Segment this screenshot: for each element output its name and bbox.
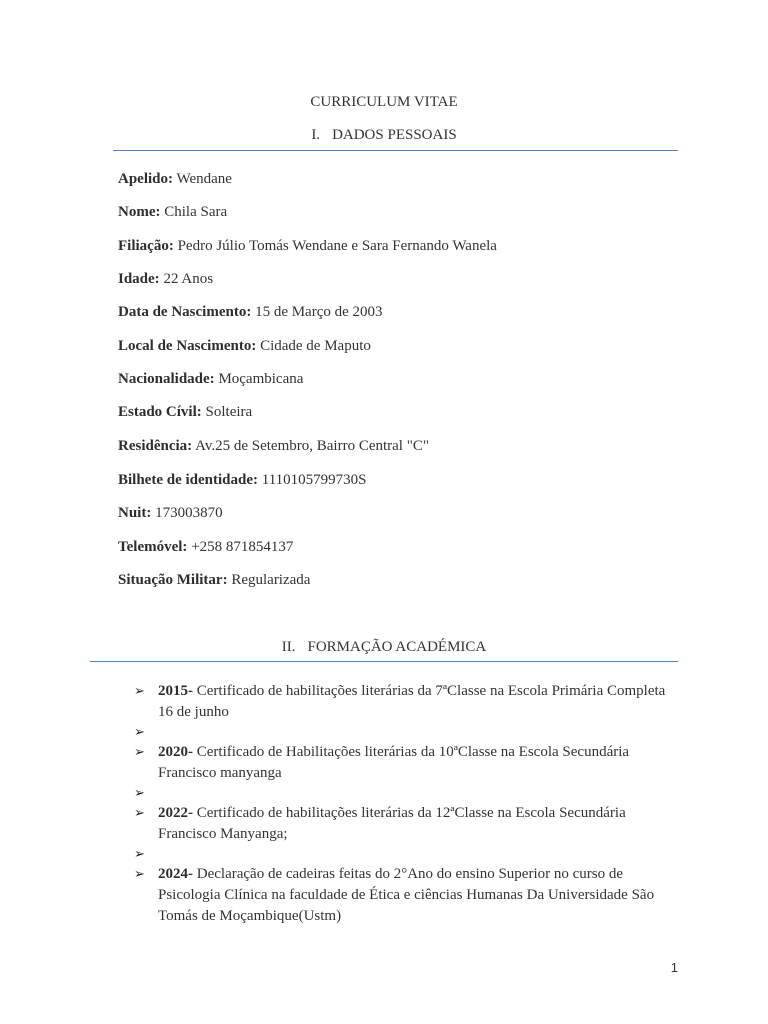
field-value: Av.25 de Setembro, Bairro Central "C" <box>195 438 429 454</box>
field-label: Apelido: <box>118 171 174 187</box>
field-value: Moçambicana <box>218 371 304 387</box>
item-text: Certificado de habilitações literárias da 7ªClasse na Escola Primária Completa 16 de junho <box>158 683 666 720</box>
field-value: 15 de Março de 2003 <box>255 304 383 320</box>
arrow-bullet-icon: ➢ <box>134 725 145 740</box>
field-label: Idade: <box>118 271 160 287</box>
item-year: 2022- <box>158 805 193 821</box>
field-label: Local de Nascimento: <box>118 338 257 354</box>
field-filiacao <box>118 236 497 256</box>
field-idade <box>118 269 213 289</box>
section-title: FORMAÇÃO ACADÉMICA <box>307 639 487 655</box>
field-value: +258 871854137 <box>191 539 294 555</box>
section-title: DADOS PESSOAIS <box>332 127 457 143</box>
arrow-bullet-icon: ➢ <box>134 684 145 699</box>
section-heading-dados-pessoais <box>0 125 768 145</box>
item-year: 2015- <box>158 683 193 699</box>
field-value: Wendane <box>176 171 232 187</box>
section-number: I. <box>311 127 321 143</box>
field-label: Nacionalidade: <box>118 371 215 387</box>
field-label: Nome: <box>118 204 161 220</box>
field-label: Telemóvel: <box>118 539 188 555</box>
field-label: Nuit: <box>118 505 152 521</box>
field-label: Bilhete de identidade: <box>118 472 259 488</box>
list-item <box>134 864 674 927</box>
field-label: Data de Nascimento: <box>118 304 252 320</box>
arrow-bullet-icon: ➢ <box>134 745 145 760</box>
field-value: 22 Anos <box>163 271 214 287</box>
field-value: 1110105799730S <box>261 472 367 488</box>
field-nacionalidade <box>118 369 303 389</box>
list-item <box>134 681 674 723</box>
item-text: Certificado de Habilitações literárias da 10ªClasse na Escola Secundária Francisco manyanga <box>158 744 630 781</box>
arrow-bullet-icon: ➢ <box>134 847 145 862</box>
section-heading-formacao-academica <box>0 637 768 657</box>
field-residencia <box>118 436 429 456</box>
section-divider <box>90 661 678 662</box>
section-number: II. <box>281 639 296 655</box>
field-label: Residência: <box>118 438 193 454</box>
field-value: Cidade de Maputo <box>260 338 371 354</box>
list-item <box>134 742 674 784</box>
field-nuit <box>118 503 223 523</box>
page-number: 1 <box>670 960 678 975</box>
arrow-bullet-icon: ➢ <box>134 806 145 821</box>
field-label: Filiação: <box>118 238 174 254</box>
field-local-nascimento <box>118 336 371 356</box>
field-value: Regularizada <box>231 572 311 588</box>
field-label: Estado Cívil: <box>118 404 202 420</box>
field-value: Solteira <box>205 404 253 420</box>
field-telemovel <box>118 537 293 557</box>
arrow-bullet-icon: ➢ <box>134 867 145 882</box>
field-estado-civil <box>118 402 252 422</box>
section-divider <box>113 150 678 151</box>
item-text: Certificado de habilitações literárias da 12ªClasse na Escola Secundária Francisco Manyanga; <box>158 805 626 842</box>
field-bilhete-identidade <box>118 470 367 490</box>
document-title: CURRICULUM VITAE <box>310 94 458 110</box>
field-value: Chila Sara <box>164 204 228 220</box>
field-situacao-militar <box>118 570 310 590</box>
field-value: Pedro Júlio Tomás Wendane e Sara Fernando Wanela <box>177 238 497 254</box>
field-value: 173003870 <box>155 505 223 521</box>
arrow-bullet-icon: ➢ <box>134 786 145 801</box>
item-text: Declaração de cadeiras feitas do 2°Ano do ensino Superior no curso de Psicologia Clínica na faculdade de Ética e ciências Humanas Da Universidade São Tomás de Moçambique(Ustm) <box>158 866 655 924</box>
item-year: 2020- <box>158 744 193 760</box>
field-data-nascimento <box>118 302 383 322</box>
field-nome <box>118 202 227 222</box>
field-apelido <box>118 169 232 189</box>
item-year: 2024- <box>158 866 193 882</box>
list-item <box>134 803 674 845</box>
field-label: Situação Militar: <box>118 572 228 588</box>
